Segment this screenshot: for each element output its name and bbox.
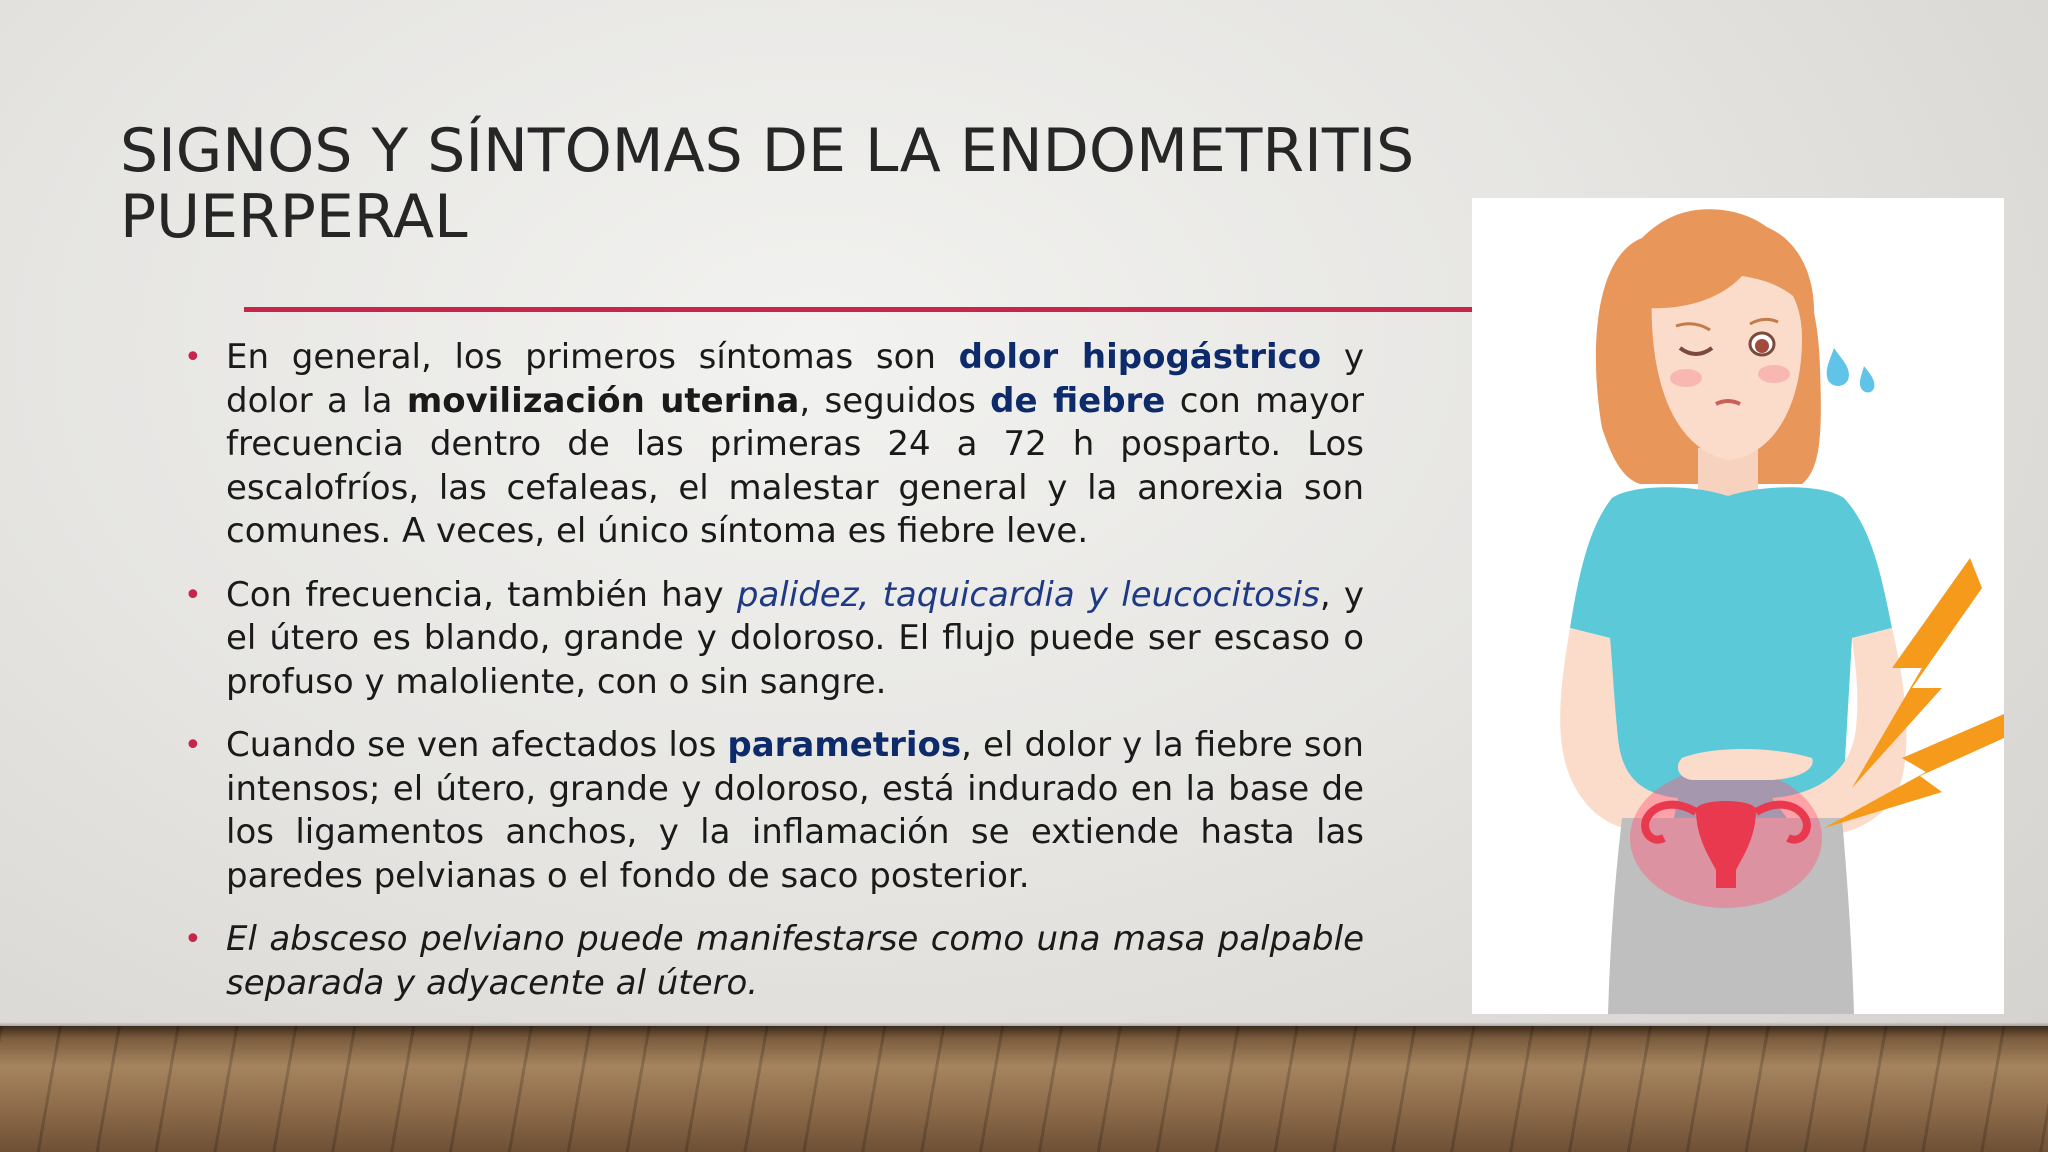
bullet-text: En general, los primeros síntomas son [226, 337, 959, 377]
bullet-list [184, 336, 1364, 1025]
sweat-drop-icon [1860, 366, 1874, 393]
woman-abdominal-pain-illustration [1472, 198, 2004, 1014]
bullet-text: Cuando se ven afectados los [226, 725, 728, 765]
hand-shape [1678, 749, 1813, 780]
sweat-drop-icon [1827, 348, 1849, 386]
bullet-item-frequency [184, 574, 1364, 705]
blush-shape [1670, 369, 1702, 387]
title-line-2: PUERPERAL [120, 182, 468, 252]
pupil-shape [1755, 339, 1769, 353]
highlight-movilizacion-uterina: movilización uterina [406, 380, 800, 421]
title-underline-rule [244, 307, 1474, 312]
slide-title [120, 118, 1440, 250]
bullet-marker: • [184, 728, 202, 763]
bullet-marker: • [184, 577, 202, 613]
bullet-text: , seguidos [799, 380, 991, 421]
wooden-floor [0, 1026, 2048, 1152]
bullet-marker: • [184, 922, 202, 957]
bullet-text: Con frecuencia, también hay [226, 574, 737, 615]
highlight-de-fiebre: de fiebre [990, 380, 1166, 421]
bullet-item-symptoms [184, 336, 1364, 554]
highlight-dolor-hipogastrico: dolor hipogástrico [958, 337, 1322, 377]
highlight-palidez-taquicardia: palidez, taquicardia y leucocitosis [736, 574, 1320, 615]
title-line-1: SIGNOS Y SÍNTOMAS DE LA ENDOMETRITIS [120, 116, 1415, 186]
bullet-text: , y el útero es blando, grande y doloroso. El flujo puede ser escaso o profuso y maloliente, con o sin sangre. [226, 574, 1364, 702]
bullet-text: El absceso pelviano puede manifestarse como una masa palpable separada y adyacente al útero. [226, 919, 1364, 1003]
bullet-text: y dolor a la [226, 337, 1364, 421]
bullet-text: con mayor frecuencia dentro de las primeras 24 a 72 h posparto. Los escalofríos, las cefaleas, el malestar general y la anorexia son comunes. A veces, el único síntoma es fiebre leve. [226, 380, 1364, 551]
blush-shape [1758, 365, 1790, 383]
illustration-svg [1472, 198, 2004, 1014]
bullet-item-absceso [184, 918, 1364, 1005]
bullet-marker: • [184, 340, 202, 375]
bullet-text: , el dolor y la fiebre son intensos; el útero, grande y doloroso, está indurado en la base de los ligamentos anchos, y la inflamación se extiende hasta las paredes pelvianas o el fondo de saco posterior. [226, 725, 1364, 896]
highlight-parametrios: parametrios [727, 725, 962, 765]
bullet-item-parametrios [184, 724, 1364, 898]
